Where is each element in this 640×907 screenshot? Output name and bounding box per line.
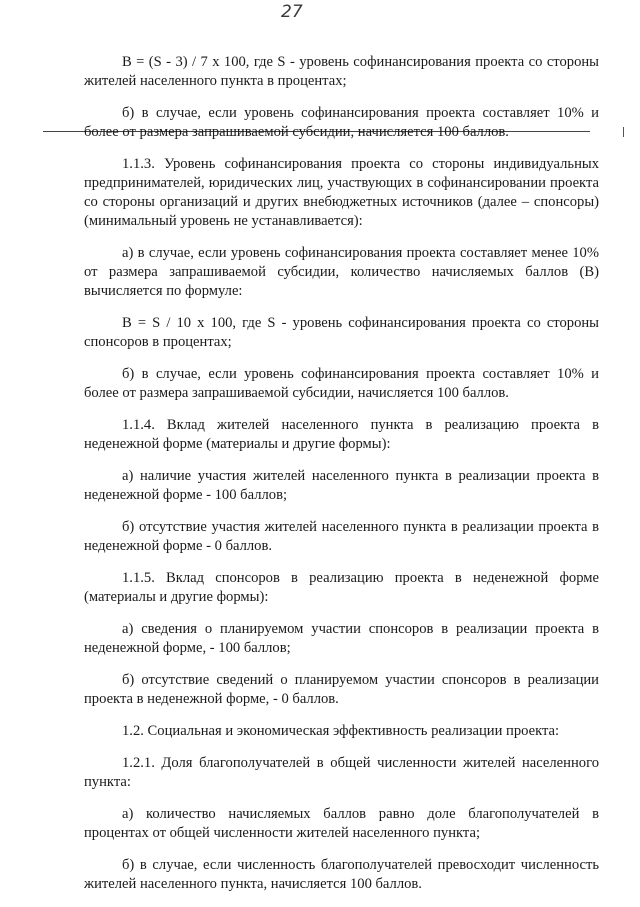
paragraph-sponsors-less-10: а) в случае, если уровень софинансирования проекта составляет менее 10% от размера запрашиваемой субсидии, количество начисляемых баллов (B) вычисляется по формуле: <box>84 245 599 299</box>
paragraph-1-1-4: 1.1.4. Вклад жителей населенного пункта в реализацию проекта в неденежной форме (материалы и другие формы): <box>84 417 599 452</box>
paragraph-1-1-3: 1.1.3. Уровень софинансирования проекта со стороны индивидуальных предпринимателей, юридических лиц, участвующих в софинансировании проекта со стороны организаций и других внебюджетных источников (далее – спонсоры) (минимальный уровень не устанавливается): <box>84 156 599 229</box>
paragraph-residents-10-percent: б) в случае, если уровень софинансирования проекта составляет 10% и более от размера запрашиваемой субсидии, начисляется 100 баллов. <box>84 105 599 140</box>
paragraph-beneficiaries-share: а) количество начисляемых баллов равно доле благополучателей в процентах от общей численности жителей населенного пункта; <box>84 806 599 841</box>
paragraph-formula-residents: B = (S - 3) / 7 x 100, где S - уровень софинансирования проекта со стороны жителей населенного пункта в процентах; <box>84 54 599 89</box>
paragraph-sponsors-10-percent: б) в случае, если уровень софинансирования проекта составляет 10% и более от размера запрашиваемой субсидии, начисляется 100 баллов. <box>84 366 599 401</box>
paragraph-residents-no-participation: б) отсутствие участия жителей населенного пункта в реализации проекта в неденежной форме - 0 баллов. <box>84 519 599 554</box>
document-body <box>84 53 599 907</box>
paragraph-1-2: 1.2. Социальная и экономическая эффективность реализации проекта: <box>122 723 560 739</box>
paragraph-1-1-5: 1.1.5. Вклад спонсоров в реализацию проекта в неденежной форме (материалы и другие формы): <box>84 570 599 605</box>
paragraph-formula-sponsors: B = S / 10 x 100, где S - уровень софинансирования проекта со стороны спонсоров в процентах; <box>84 315 599 350</box>
paragraph-sponsors-participation: а) сведения о планируемом участии спонсоров в реализации проекта в неденежной форме, - 100 баллов; <box>84 621 599 656</box>
paragraph-sponsors-no-participation: б) отсутствие сведений о планируемом участии спонсоров в реализации проекта в неденежной форме, - 0 баллов. <box>84 672 599 707</box>
margin-mark <box>623 127 624 137</box>
page-number: 27 <box>281 2 303 22</box>
paragraph-1-2-1: 1.2.1. Доля благополучателей в общей численности жителей населенного пункта: <box>84 755 599 790</box>
paragraph-beneficiaries-exceed: б) в случае, если численность благополучателей превосходит численность жителей населенного пункта, начисляется 100 баллов. <box>84 857 599 892</box>
paragraph-residents-participation: а) наличие участия жителей населенного пункта в реализации проекта в неденежной форме - 100 баллов; <box>84 468 599 503</box>
